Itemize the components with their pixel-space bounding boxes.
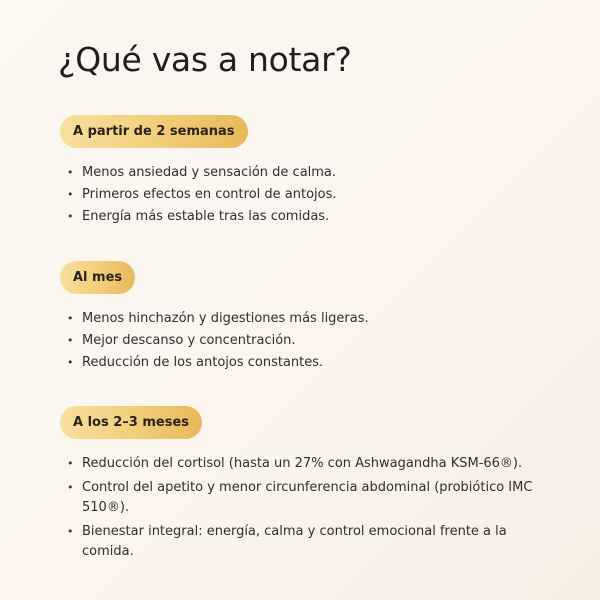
bullet-icon: • (67, 188, 74, 201)
list-item (67, 206, 547, 228)
benefits-list-2-weeks (67, 162, 547, 228)
bullet-icon: • (67, 356, 74, 369)
list-item (67, 522, 547, 562)
list-item-text: Menos hinchazón y digestiones más ligeras. (82, 311, 369, 326)
list-item-text: Menos ansiedad y sensación de calma. (82, 165, 337, 180)
list-item (67, 352, 547, 374)
list-item-text: Reducción del cortisol (hasta un 27% con Ashwagandha KSM-66®). (82, 456, 523, 471)
bullet-icon: • (67, 481, 74, 494)
list-item-text: Bienestar integral: energía, calma y control emocional frente a la comida. (82, 524, 507, 559)
list-item (67, 184, 547, 206)
section-2-weeks (60, 115, 560, 224)
bullet-icon: • (67, 525, 74, 538)
section-badge-2-weeks: A partir de 2 semanas (60, 115, 248, 148)
list-item (67, 308, 547, 330)
list-item (67, 478, 547, 518)
list-item-text: Energía más estable tras las comidas. (82, 209, 330, 224)
list-item-text: Primeros efectos en control de antojos. (82, 187, 337, 202)
section-badge-2-3-months: A los 2–3 meses (60, 406, 202, 439)
list-item-text: Mejor descanso y concentración. (82, 333, 296, 348)
bullet-icon: • (67, 210, 74, 223)
benefits-list-1-month (67, 308, 547, 374)
benefits-list-2-3-months (67, 454, 547, 566)
section-1-month (60, 261, 560, 370)
list-item (67, 454, 547, 474)
list-item (67, 330, 547, 352)
bullet-icon: • (67, 457, 74, 470)
list-item-text: Control del apetito y menor circunferencia abdominal (probiótico IMC 510®). (82, 480, 533, 515)
list-item (67, 162, 547, 184)
bullet-icon: • (67, 334, 74, 347)
list-item-text: Reducción de los antojos constantes. (82, 355, 324, 370)
page-title: ¿Qué vas a notar? (58, 40, 352, 79)
section-badge-1-month: Al mes (60, 261, 135, 294)
section-2-3-months (60, 406, 560, 559)
bullet-icon: • (67, 166, 74, 179)
bullet-icon: • (67, 312, 74, 325)
